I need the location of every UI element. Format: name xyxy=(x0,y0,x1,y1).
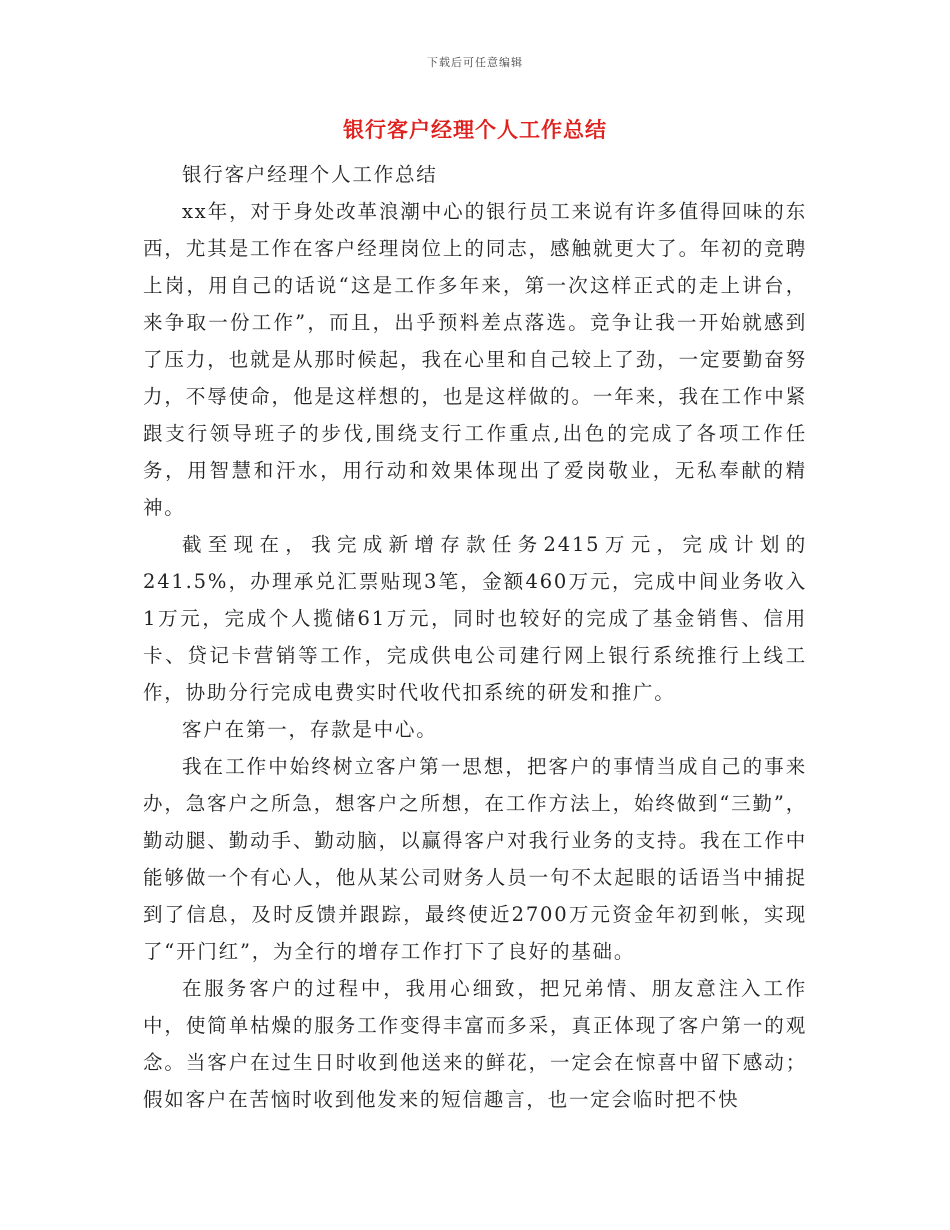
paragraph-service: 在服务客户的过程中，我用心细致，把兄弟情、朋友意注入工作中，使简单枯燥的服务工作变得丰富而多采，真正体现了客户第一的观念。当客户在过生日时收到他送来的鲜花，一定会在惊喜中留下感动；假如客户在苦恼时收到他发来的短信趣言，也一定会临时把不快 xyxy=(143,977,807,1111)
page-header-note: 下载后可任意编辑 xyxy=(427,56,523,69)
paragraph-achievements: 截至现在，我完成新增存款任务2415万元，完成计划的241.5%，办理承兑汇票贴现3笔，金额460万元，完成中间业务收入1万元，完成个人揽储61万元，同时也较好的完成了基金销售、信用卡、贷记卡营销等工作，完成供电公司建行网上银行系统推行上线工作，协助分行完成电费实时代收代扣系统的研发和推广。 xyxy=(143,533,807,704)
paragraph-intro: xx年，对于身处改革浪潮中心的银行员工来说有许多值得回味的东西，尤其是工作在客户经理岗位上的同志，感触就更大了。年初的竞聘上岗，用自己的话说“这是工作多年来，第一次这样正式的走上讲台，来争取一份工作”，而且，出乎预料差点落选。竞争让我一开始就感到了压力，也就是从那时候起，我在心里和自己较上了劲，一定要勤奋努力，不辱使命，他是这样想的，也是这样做的。一年来，我在工作中紧跟支行领导班子的步伐,围绕支行工作重点,出色的完成了各项工作任务，用智慧和汗水，用行动和效果体现出了爱岗敬业，无私奉献的精神。 xyxy=(143,200,807,519)
document-title: 银行客户经理个人工作总结 xyxy=(343,117,607,142)
paragraph-heading-customer-first: 客户在第一，存款是中心。 xyxy=(182,718,438,741)
paragraph-subtitle: 银行客户经理个人工作总结 xyxy=(182,163,438,186)
paragraph-customer-thinking: 我在工作中始终树立客户第一思想，把客户的事情当成自己的事来办，急客户之所急，想客户之所想，在工作方法上，始终做到“三勤”，勤动腿、勤动手、勤动脑，以赢得客户对我行业务的支持。我在工作中能够做一个有心人，他从某公司财务人员一句不太起眼的话语当中捕捉到了信息，及时反馈并跟踪，最终使近2700万元资金年初到帐，实现了“开门红”，为全行的增存工作打下了良好的基础。 xyxy=(143,755,807,963)
document-body xyxy=(143,156,807,1118)
